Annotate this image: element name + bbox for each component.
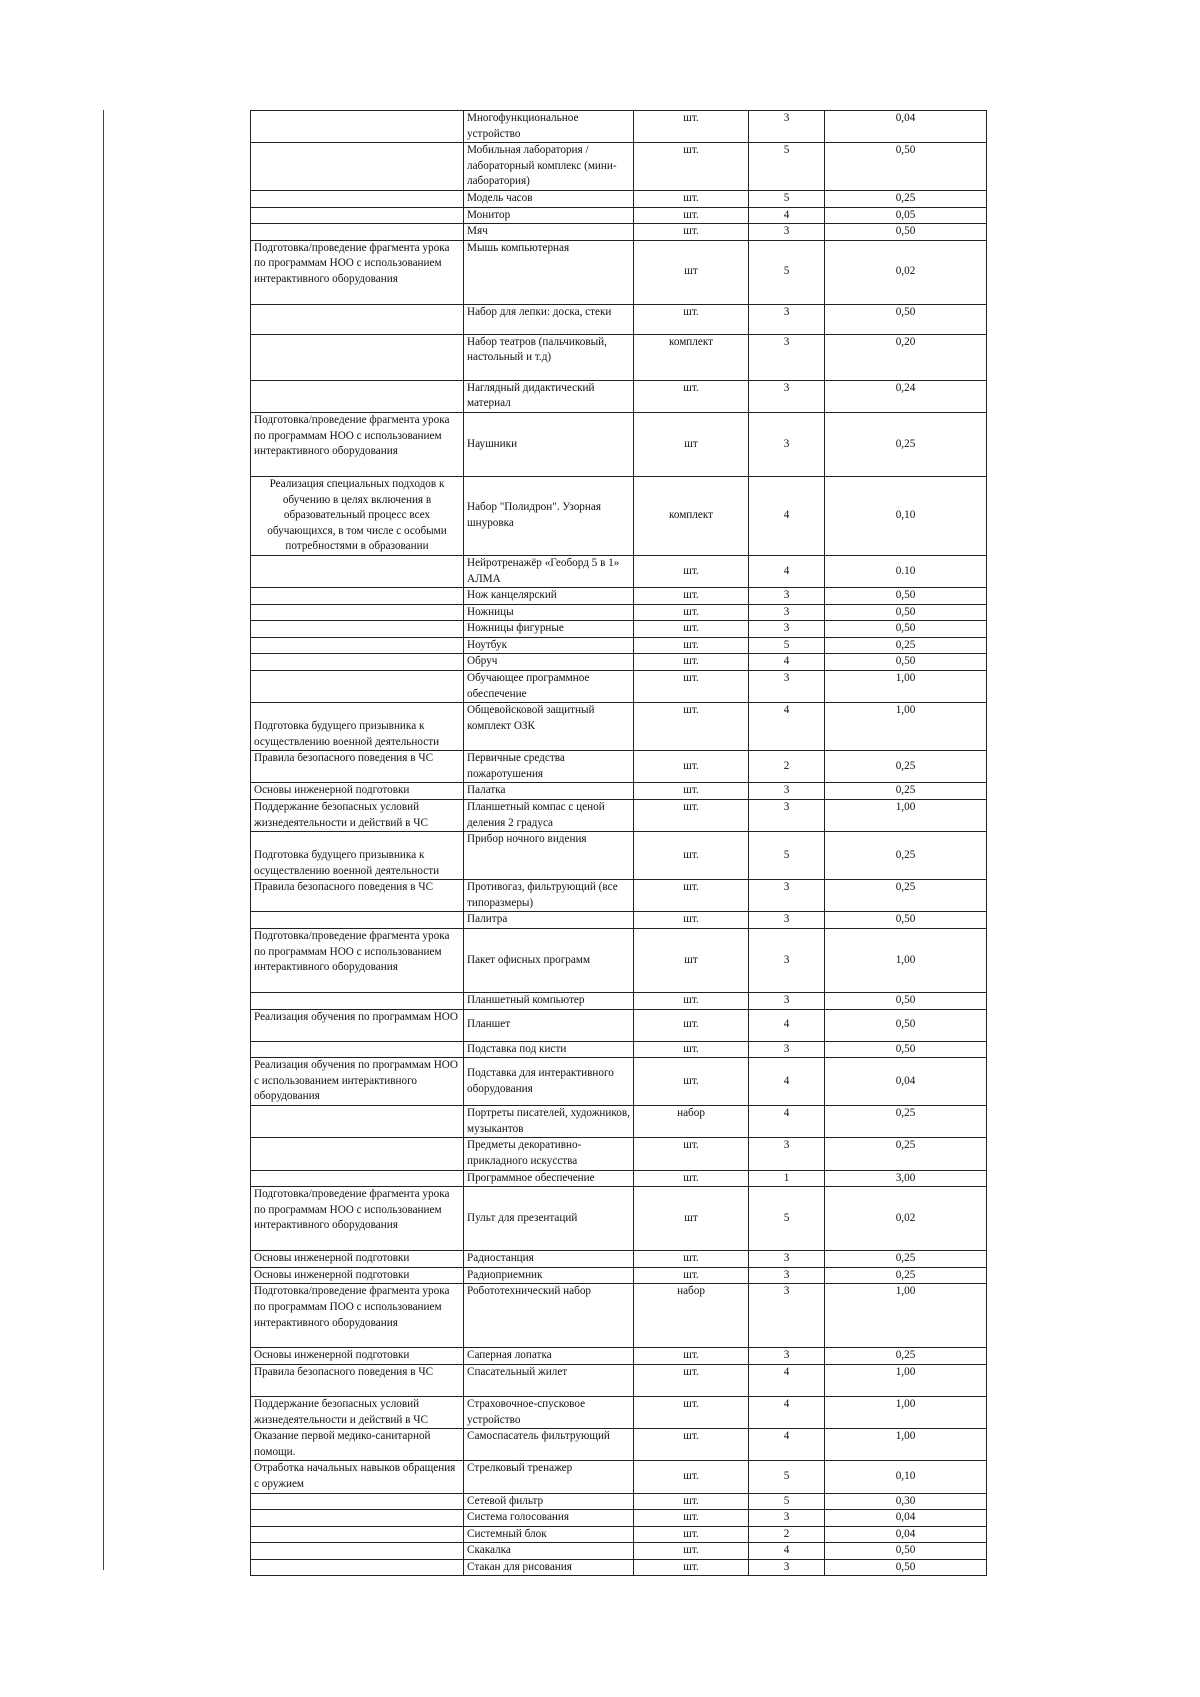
- cell-norm: 1,00: [825, 1429, 987, 1461]
- cell-unit: шт.: [634, 654, 749, 671]
- cell-purpose: Отработка начальных навыков обращения с оружием: [251, 1461, 464, 1493]
- cell-unit: шт.: [634, 207, 749, 224]
- cell-unit: шт.: [634, 1543, 749, 1560]
- cell-unit: шт.: [634, 1396, 749, 1428]
- cell-qty: 3: [749, 380, 825, 412]
- cell-item: Радиоприемник: [464, 1267, 634, 1284]
- cell-qty: 3: [749, 671, 825, 703]
- cell-item: Стакан для рисования: [464, 1559, 634, 1576]
- cell-item: Планшет: [464, 1009, 634, 1041]
- cell-item: Страховочное-спусковое устройство: [464, 1396, 634, 1428]
- cell-unit: комплект: [634, 476, 749, 555]
- cell-item: Система голосования: [464, 1510, 634, 1527]
- cell-qty: 3: [749, 880, 825, 912]
- cell-unit: шт.: [634, 1138, 749, 1170]
- cell-norm: 1,00: [825, 1284, 987, 1348]
- cell-item: Многофункциональное устройство: [464, 111, 634, 143]
- cell-item: Самоспасатель фильтрующий: [464, 1429, 634, 1461]
- cell-unit: шт.: [634, 604, 749, 621]
- cell-unit: комплект: [634, 334, 749, 380]
- cell-norm: 0,25: [825, 1348, 987, 1365]
- cell-purpose: Основы инженерной подготовки: [251, 1348, 464, 1365]
- table-row: [251, 912, 987, 929]
- cell-item: Мяч: [464, 224, 634, 241]
- table-row: [251, 1251, 987, 1268]
- cell-unit: шт.: [634, 1251, 749, 1268]
- table-row: [251, 1106, 987, 1138]
- cell-purpose: [251, 207, 464, 224]
- cell-qty: 5: [749, 1493, 825, 1510]
- cell-qty: 3: [749, 912, 825, 929]
- cell-qty: 3: [749, 1510, 825, 1527]
- cell-qty: 3: [749, 304, 825, 334]
- cell-qty: 3: [749, 1559, 825, 1576]
- cell-unit: шт.: [634, 1058, 749, 1106]
- cell-norm: 0,05: [825, 207, 987, 224]
- cell-qty: 3: [749, 783, 825, 800]
- table-row: [251, 1493, 987, 1510]
- table-row: [251, 993, 987, 1010]
- table-row: [251, 555, 987, 587]
- cell-norm: 1,00: [825, 671, 987, 703]
- cell-unit: шт.: [634, 1510, 749, 1527]
- cell-qty: 4: [749, 1058, 825, 1106]
- table-row: [251, 671, 987, 703]
- cell-qty: 3: [749, 1348, 825, 1365]
- cell-norm: 1,00: [825, 1396, 987, 1428]
- cell-unit: шт.: [634, 1526, 749, 1543]
- cell-purpose: [251, 1543, 464, 1560]
- table-row: [251, 111, 987, 143]
- cell-qty: 3: [749, 224, 825, 241]
- table-row: [251, 621, 987, 638]
- cell-item: Ножницы фигурные: [464, 621, 634, 638]
- cell-norm: 0,04: [825, 1510, 987, 1527]
- table-row: [251, 1187, 987, 1251]
- table-row: [251, 880, 987, 912]
- cell-purpose: Оказание первой медико-санитарной помощи.: [251, 1429, 464, 1461]
- cell-qty: 4: [749, 1429, 825, 1461]
- cell-purpose: Подготовка будущего призывника к осуществлению военной деятельности: [251, 703, 464, 751]
- cell-norm: 0,25: [825, 190, 987, 207]
- cell-purpose: Правила безопасного поведения в ЧС: [251, 751, 464, 783]
- cell-qty: 5: [749, 143, 825, 191]
- cell-qty: 3: [749, 993, 825, 1010]
- cell-qty: 3: [749, 111, 825, 143]
- cell-item: Прибор ночного видения: [464, 832, 634, 880]
- cell-norm: 0,50: [825, 604, 987, 621]
- cell-purpose: Поддержание безопасных условий жизнедеятельности и действий в ЧС: [251, 1396, 464, 1428]
- cell-purpose: [251, 304, 464, 334]
- cell-item: Набор "Полидрон". Узорная шнуровка: [464, 476, 634, 555]
- cell-purpose: [251, 111, 464, 143]
- cell-unit: шт.: [634, 1267, 749, 1284]
- cell-qty: 5: [749, 190, 825, 207]
- cell-norm: 0,02: [825, 1187, 987, 1251]
- table-row: [251, 783, 987, 800]
- table-row: [251, 1284, 987, 1348]
- cell-purpose: [251, 334, 464, 380]
- cell-unit: шт: [634, 240, 749, 304]
- cell-norm: 0,25: [825, 832, 987, 880]
- cell-norm: 0,04: [825, 1058, 987, 1106]
- cell-item: Предметы декоративно-прикладного искусства: [464, 1138, 634, 1170]
- cell-purpose: Правила безопасного поведения в ЧС: [251, 1364, 464, 1396]
- cell-purpose: [251, 912, 464, 929]
- table-row: [251, 703, 987, 751]
- cell-item: Набор театров (пальчиковый, настольный и т.д): [464, 334, 634, 380]
- cell-qty: 4: [749, 1364, 825, 1396]
- cell-qty: 3: [749, 1138, 825, 1170]
- cell-purpose: [251, 380, 464, 412]
- cell-qty: 5: [749, 1461, 825, 1493]
- cell-purpose: [251, 1559, 464, 1576]
- table-row: [251, 207, 987, 224]
- cell-qty: 4: [749, 1106, 825, 1138]
- cell-unit: шт.: [634, 304, 749, 334]
- cell-unit: шт.: [634, 111, 749, 143]
- cell-norm: 0,50: [825, 588, 987, 605]
- cell-item: Саперная лопатка: [464, 1348, 634, 1365]
- table-row: [251, 637, 987, 654]
- cell-item: Общевойсковой защитный комплект ОЗК: [464, 703, 634, 751]
- table-row: [251, 1429, 987, 1461]
- cell-norm: 0,04: [825, 111, 987, 143]
- cell-unit: шт.: [634, 1429, 749, 1461]
- table-row: [251, 1559, 987, 1576]
- cell-purpose: Основы инженерной подготовки: [251, 1267, 464, 1284]
- table-row: [251, 190, 987, 207]
- cell-unit: шт.: [634, 190, 749, 207]
- cell-qty: 3: [749, 1267, 825, 1284]
- cell-item: Спасательный жилет: [464, 1364, 634, 1396]
- cell-qty: 4: [749, 1396, 825, 1428]
- cell-purpose: [251, 621, 464, 638]
- cell-purpose: [251, 224, 464, 241]
- cell-unit: шт.: [634, 800, 749, 832]
- cell-qty: 5: [749, 240, 825, 304]
- table-row: [251, 751, 987, 783]
- cell-purpose: Подготовка/проведение фрагмента урока по программам ПОО с использованием интерактивного оборудования: [251, 1284, 464, 1348]
- cell-qty: 3: [749, 929, 825, 993]
- table-row: [251, 1009, 987, 1041]
- cell-purpose: Реализация специальных подходов к обучению в целях включения в образовательный процесс всех обучающихся, в том числе с особыми потребностями в образовании: [251, 476, 464, 555]
- cell-unit: шт.: [634, 832, 749, 880]
- cell-purpose: Подготовка будущего призывника к осуществлению военной деятельности: [251, 832, 464, 880]
- table-row: [251, 1396, 987, 1428]
- cell-norm: 0,02: [825, 240, 987, 304]
- cell-item: Ножницы: [464, 604, 634, 621]
- cell-item: Подставка под кисти: [464, 1041, 634, 1058]
- cell-unit: шт: [634, 929, 749, 993]
- cell-norm: 3,00: [825, 1170, 987, 1187]
- cell-qty: 4: [749, 1543, 825, 1560]
- cell-item: Пакет офисных программ: [464, 929, 634, 993]
- cell-qty: 4: [749, 476, 825, 555]
- cell-item: Скакалка: [464, 1543, 634, 1560]
- cell-qty: 3: [749, 412, 825, 476]
- cell-purpose: Основы инженерной подготовки: [251, 783, 464, 800]
- table-row: [251, 1267, 987, 1284]
- cell-norm: 0,50: [825, 1559, 987, 1576]
- cell-purpose: [251, 143, 464, 191]
- cell-unit: шт.: [634, 380, 749, 412]
- cell-purpose: [251, 1138, 464, 1170]
- cell-norm: 0,25: [825, 1251, 987, 1268]
- table-row: [251, 1543, 987, 1560]
- cell-qty: 2: [749, 1526, 825, 1543]
- cell-purpose: [251, 637, 464, 654]
- cell-unit: шт.: [634, 1461, 749, 1493]
- cell-norm: 0,25: [825, 637, 987, 654]
- cell-item: Портреты писателей, художников, музыкантов: [464, 1106, 634, 1138]
- cell-norm: 0,50: [825, 304, 987, 334]
- cell-unit: шт.: [634, 621, 749, 638]
- cell-item: Противогаз, фильтрующий (все типоразмеры): [464, 880, 634, 912]
- cell-unit: шт.: [634, 751, 749, 783]
- cell-norm: 0,20: [825, 334, 987, 380]
- cell-purpose: [251, 555, 464, 587]
- cell-purpose: Подготовка/проведение фрагмента урока по программам НОО с использованием интерактивного оборудования: [251, 1187, 464, 1251]
- table-row: [251, 224, 987, 241]
- cell-unit: шт.: [634, 993, 749, 1010]
- cell-norm: 0,50: [825, 1009, 987, 1041]
- cell-qty: 5: [749, 832, 825, 880]
- table-row: [251, 1041, 987, 1058]
- table-row: [251, 800, 987, 832]
- cell-qty: 3: [749, 1251, 825, 1268]
- cell-purpose: [251, 1526, 464, 1543]
- cell-norm: 0,50: [825, 621, 987, 638]
- cell-norm: 1,00: [825, 703, 987, 751]
- table-row: [251, 604, 987, 621]
- cell-item: Подставка для интерактивного оборудования: [464, 1058, 634, 1106]
- cell-norm: 0,25: [825, 751, 987, 783]
- cell-unit: шт.: [634, 880, 749, 912]
- cell-qty: 5: [749, 637, 825, 654]
- cell-purpose: [251, 671, 464, 703]
- cell-unit: шт.: [634, 1348, 749, 1365]
- cell-purpose: [251, 1041, 464, 1058]
- cell-norm: 0,50: [825, 993, 987, 1010]
- cell-norm: 0,30: [825, 1493, 987, 1510]
- cell-norm: 0,50: [825, 654, 987, 671]
- cell-item: Наушники: [464, 412, 634, 476]
- cell-norm: 0,04: [825, 1526, 987, 1543]
- cell-purpose: [251, 1510, 464, 1527]
- cell-item: Палатка: [464, 783, 634, 800]
- cell-norm: 0,24: [825, 380, 987, 412]
- cell-item: Мобильная лаборатория / лабораторный комплекс (мини-лаборатория): [464, 143, 634, 191]
- cell-purpose: [251, 654, 464, 671]
- cell-purpose: Подготовка/проведение фрагмента урока по программам НОО с использованием интерактивного оборудования: [251, 240, 464, 304]
- table-row: [251, 334, 987, 380]
- table-row: [251, 1170, 987, 1187]
- cell-item: Обруч: [464, 654, 634, 671]
- cell-item: Набор для лепки: доска, стеки: [464, 304, 634, 334]
- table-row: [251, 240, 987, 304]
- cell-qty: 3: [749, 334, 825, 380]
- table-row: [251, 1526, 987, 1543]
- table-row: [251, 929, 987, 993]
- table-row: [251, 380, 987, 412]
- cell-qty: 4: [749, 1009, 825, 1041]
- table-row: [251, 1461, 987, 1493]
- cell-norm: 0,25: [825, 1138, 987, 1170]
- table-row: [251, 588, 987, 605]
- cell-purpose: Правила безопасного поведения в ЧС: [251, 880, 464, 912]
- table-row: [251, 1364, 987, 1396]
- cell-item: Пульт для презентаций: [464, 1187, 634, 1251]
- cell-item: Палитра: [464, 912, 634, 929]
- cell-item: Стрелковый тренажер: [464, 1461, 634, 1493]
- cell-qty: 3: [749, 1284, 825, 1348]
- cell-norm: 0.10: [825, 555, 987, 587]
- cell-item: Сетевой фильтр: [464, 1493, 634, 1510]
- cell-norm: 1,00: [825, 1364, 987, 1396]
- table-row: [251, 304, 987, 334]
- cell-norm: 1,00: [825, 929, 987, 993]
- cell-purpose: [251, 993, 464, 1010]
- equipment-table: [250, 110, 987, 1576]
- cell-unit: шт.: [634, 703, 749, 751]
- cell-unit: шт.: [634, 224, 749, 241]
- cell-purpose: Основы инженерной подготовки: [251, 1251, 464, 1268]
- cell-unit: шт.: [634, 912, 749, 929]
- table-row: [251, 1058, 987, 1106]
- cell-norm: 0,25: [825, 412, 987, 476]
- table-row: [251, 476, 987, 555]
- cell-purpose: [251, 1493, 464, 1510]
- cell-item: Нож канцелярский: [464, 588, 634, 605]
- cell-unit: шт: [634, 412, 749, 476]
- cell-norm: 0,50: [825, 912, 987, 929]
- cell-qty: 4: [749, 207, 825, 224]
- table-row: [251, 412, 987, 476]
- cell-purpose: [251, 1106, 464, 1138]
- cell-item: Ноутбук: [464, 637, 634, 654]
- cell-purpose: [251, 588, 464, 605]
- cell-qty: 2: [749, 751, 825, 783]
- cell-norm: 0,50: [825, 1543, 987, 1560]
- cell-qty: 5: [749, 1187, 825, 1251]
- cell-qty: 3: [749, 1041, 825, 1058]
- table-row: [251, 654, 987, 671]
- cell-purpose: Поддержание безопасных условий жизнедеятельности и действий в ЧС: [251, 800, 464, 832]
- cell-norm: 0,10: [825, 476, 987, 555]
- cell-qty: 4: [749, 654, 825, 671]
- cell-unit: шт.: [634, 671, 749, 703]
- cell-qty: 3: [749, 588, 825, 605]
- cell-norm: 0,25: [825, 880, 987, 912]
- cell-norm: 0,25: [825, 1267, 987, 1284]
- cell-qty: 3: [749, 604, 825, 621]
- cell-purpose: [251, 190, 464, 207]
- cell-purpose: Реализация обучения по программам НОО: [251, 1009, 464, 1041]
- cell-qty: 4: [749, 555, 825, 587]
- cell-qty: 3: [749, 800, 825, 832]
- cell-qty: 4: [749, 703, 825, 751]
- cell-unit: шт.: [634, 1041, 749, 1058]
- table-row: [251, 1510, 987, 1527]
- cell-purpose: Реализация обучения по программам НОО с использованием интерактивного оборудования: [251, 1058, 464, 1106]
- cell-norm: 0,50: [825, 143, 987, 191]
- cell-norm: 0,25: [825, 783, 987, 800]
- cell-item: Системный блок: [464, 1526, 634, 1543]
- cell-item: Модель часов: [464, 190, 634, 207]
- cell-item: Мышь компьютерная: [464, 240, 634, 304]
- cell-unit: шт.: [634, 783, 749, 800]
- cell-unit: шт.: [634, 1009, 749, 1041]
- cell-norm: 1,00: [825, 800, 987, 832]
- cell-item: Наглядный дидактический материал: [464, 380, 634, 412]
- cell-unit: шт.: [634, 1559, 749, 1576]
- cell-purpose: [251, 1170, 464, 1187]
- cell-item: Первичные средства пожаротушения: [464, 751, 634, 783]
- page-margin-line: [103, 110, 104, 1570]
- table-row: [251, 832, 987, 880]
- cell-item: Обучающее программное обеспечение: [464, 671, 634, 703]
- cell-unit: шт.: [634, 588, 749, 605]
- cell-item: Планшетный компьютер: [464, 993, 634, 1010]
- table-row: [251, 1138, 987, 1170]
- cell-item: Программное обеспечение: [464, 1170, 634, 1187]
- cell-unit: набор: [634, 1106, 749, 1138]
- cell-unit: шт.: [634, 1170, 749, 1187]
- cell-item: Робототехнический набор: [464, 1284, 634, 1348]
- cell-item: Монитор: [464, 207, 634, 224]
- cell-norm: 0,50: [825, 1041, 987, 1058]
- cell-purpose: Подготовка/проведение фрагмента урока по программам НОО с использованием интерактивного оборудования: [251, 929, 464, 993]
- cell-unit: набор: [634, 1284, 749, 1348]
- cell-norm: 0,50: [825, 224, 987, 241]
- cell-item: Нейротренажёр «Геоборд 5 в 1» АЛМА: [464, 555, 634, 587]
- cell-unit: шт.: [634, 555, 749, 587]
- cell-item: Радиостанция: [464, 1251, 634, 1268]
- equipment-table-body: [251, 111, 987, 1576]
- cell-norm: 0,25: [825, 1106, 987, 1138]
- cell-unit: шт: [634, 1187, 749, 1251]
- cell-unit: шт.: [634, 637, 749, 654]
- cell-unit: шт.: [634, 143, 749, 191]
- table-row: [251, 143, 987, 191]
- cell-purpose: [251, 604, 464, 621]
- cell-unit: шт.: [634, 1364, 749, 1396]
- cell-qty: 3: [749, 621, 825, 638]
- cell-norm: 0,10: [825, 1461, 987, 1493]
- table-row: [251, 1348, 987, 1365]
- cell-unit: шт.: [634, 1493, 749, 1510]
- cell-purpose: Подготовка/проведение фрагмента урока по программам НОО с использованием интерактивного оборудования: [251, 412, 464, 476]
- cell-item: Планшетный компас с ценой деления 2 градуса: [464, 800, 634, 832]
- cell-qty: 1: [749, 1170, 825, 1187]
